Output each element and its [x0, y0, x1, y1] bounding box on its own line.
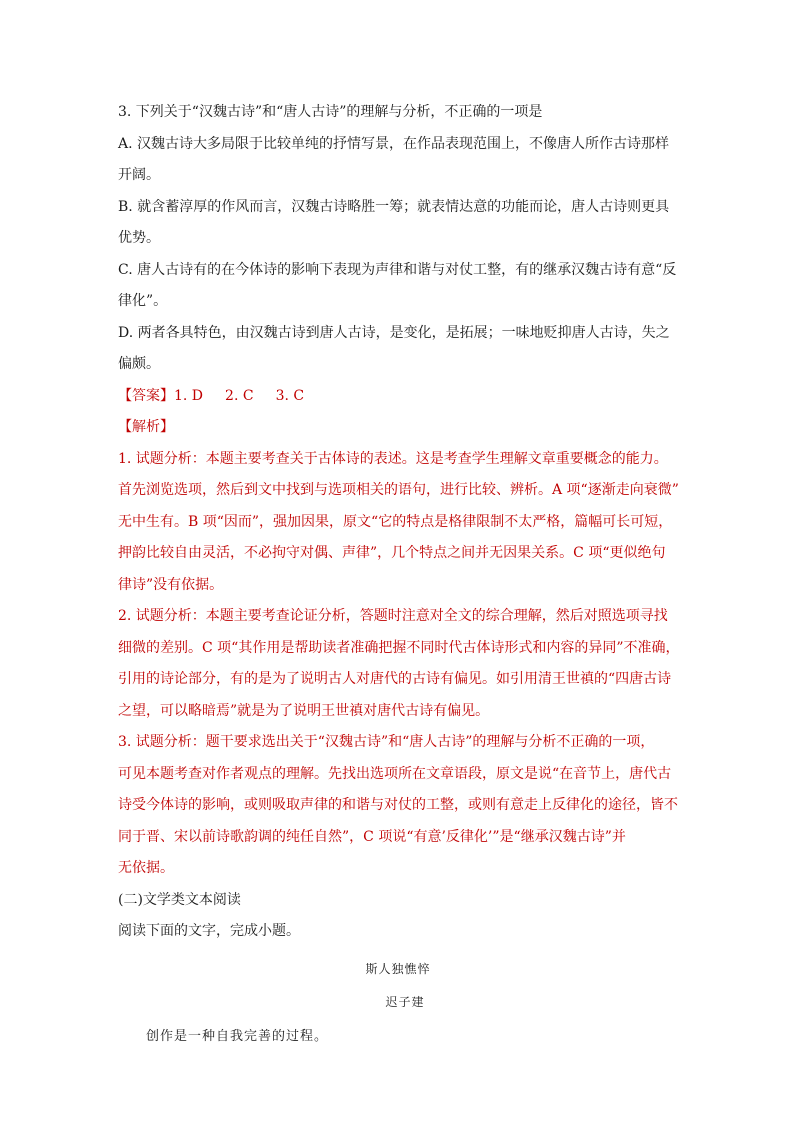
analysis-2-line: 2. 试题分析：本题主要考查论证分析，答题时注意对全文的综合理解，然后对照选项寻找: [118, 608, 668, 624]
option-b-line-1: B. 就含蓄淳厚的作风而言，汉魏古诗略胜一筹；就表情达意的功能而论，唐人古诗则更具: [118, 198, 670, 215]
option-c-line-1: C. 唐人古诗有的在今体诗的影响下表现为声律和谐与对仗工整，有的继承汉魏古诗有意“反: [118, 261, 677, 278]
question-3: [118, 97, 678, 381]
question-stem: 3. 下列关于“汉魏古诗”和“唐人古诗”的理解与分析，不正确的一项是: [118, 104, 543, 120]
analysis-1-line: 1. 试题分析：本题主要考查关于古体诗的表述。这是考查学生理解文章重要概念的能力。: [118, 450, 668, 467]
analysis-2-line: 之望，可以略暗焉”就是为了说明王世禛对唐代古诗有偏见。: [118, 702, 490, 719]
analysis-3-line: 同于晋、宋以前诗歌韵调的纯任自然”，C 项说“有意’反律化’”是“继承汉魏古诗”并: [118, 828, 626, 845]
section-heading: (二)文学类文本阅读: [118, 891, 241, 908]
option-a-line-2: 开阔。: [118, 167, 160, 183]
passage-author: 迟子建: [385, 995, 425, 1009]
analysis-2-line: 引用的诗论部分，有的是为了说明古人对唐代的古诗有偏见。如引用清王世禛的“四唐古诗: [118, 671, 672, 687]
passage-first-line: 创作是一种自我完善的过程。: [146, 1028, 329, 1044]
analysis-3-line: 无依据。: [118, 860, 174, 876]
answer-line: [118, 381, 678, 413]
analysis-2: [118, 601, 678, 727]
analysis-1: [118, 444, 678, 602]
analysis-3-line: 诗受今体诗的影响，或则吸取声律的和谐与对仗的工整，或则有意走上反律化的途径，皆不: [118, 797, 678, 813]
analysis-1-line: 首先浏览选项，然后到文中找到与选项相关的语句，进行比较、辨析。A 项“逐渐走向衰微”: [118, 482, 679, 498]
analysis-tag: 【解析】: [118, 419, 174, 435]
option-c-line-2: 律化”。: [118, 293, 168, 309]
analysis-1-line: 押韵比较自由灵活，不必拘守对偶、声律”，几个特点之间并无因果关系。C 项“更似绝句: [118, 545, 666, 561]
analysis-3-line: 3. 试题分析：题干要求选出关于“汉魏古诗”和“唐人古诗”的理解与分析不正确的一项，: [118, 734, 655, 750]
option-a-line-1: A. 汉魏古诗大多局限于比较单纯的抒情写景，在作品表现范围上，不像唐人所作古诗那样: [118, 135, 670, 152]
page-content: [118, 97, 678, 1052]
analysis-2-line: 细微的差别。C 项“其作用是帮助读者准确把握不同时代古体诗形式和内容的异同”不准确，: [118, 639, 680, 656]
option-d-line-2: 偏颇。: [118, 356, 160, 372]
analysis-1-line: 无中生有。B 项“因而”，强加因果，原文“它的特点是格律限制不太严格，篇幅可长可短，: [118, 513, 673, 530]
analysis-3-line: 可见本题考查对作者观点的理解。先找出选项所在文章语段，原文是说“在音节上，唐代古: [118, 765, 672, 782]
option-d-line-1: D. 两者各具特色，由汉魏古诗到唐人古诗，是变化，是拓展；一味地贬抑唐人古诗，失之: [118, 324, 670, 341]
section-instruction: 阅读下面的文字，完成小题。: [118, 923, 300, 939]
answer-3: 3. C: [275, 387, 305, 404]
analysis-3: [118, 727, 678, 885]
answer-2: 2. C: [225, 387, 254, 404]
answer-1: 1. D: [174, 387, 204, 404]
analysis-1-line: 律诗”没有依据。: [118, 576, 224, 593]
answer-tag: 【答案】: [118, 387, 174, 404]
passage-title: 斯人独憔悴: [365, 961, 431, 976]
option-b-line-2: 优势。: [118, 230, 160, 246]
